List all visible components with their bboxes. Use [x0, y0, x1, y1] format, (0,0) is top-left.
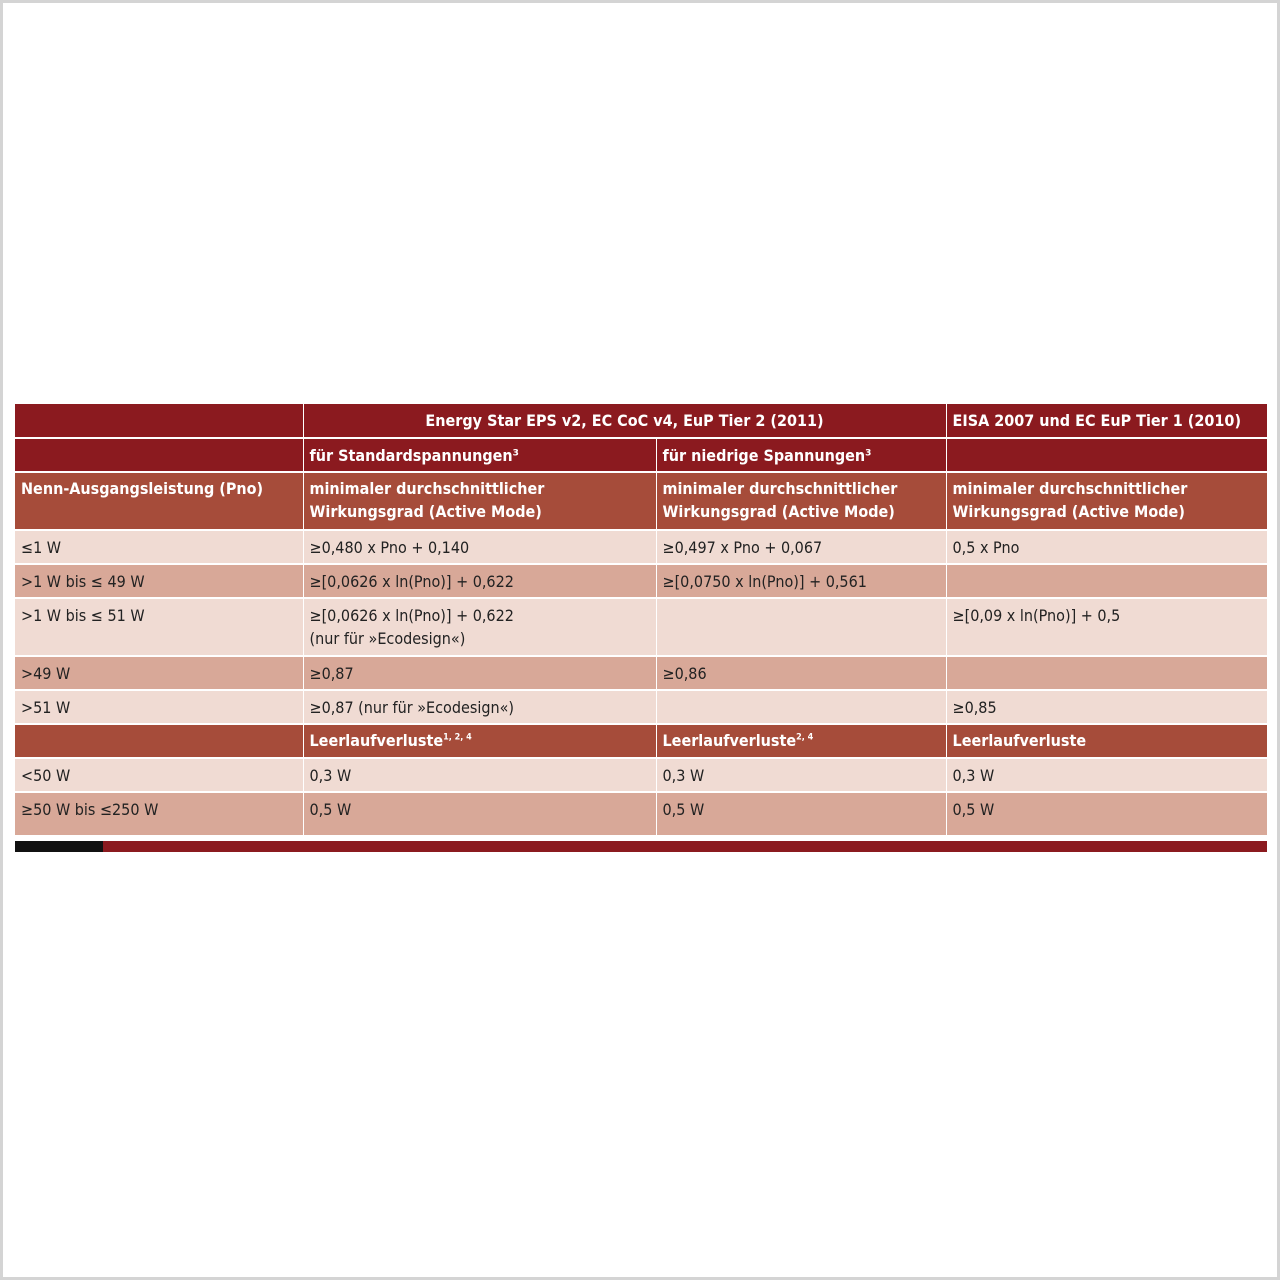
power-cell: <50 W: [15, 758, 303, 792]
standard-cell: 0,5 W: [303, 792, 656, 836]
low-cell: ≥0,86: [656, 656, 946, 690]
header-empty-cell: [15, 404, 303, 438]
idle-header-label: Leerlaufverluste: [662, 731, 797, 750]
header-low-voltage: für niedrige Spannungen³: [656, 438, 946, 472]
header-empty-cell: [15, 438, 303, 472]
low-cell: 0,3 W: [656, 758, 946, 792]
power-cell: ≥50 W bis ≤250 W: [15, 792, 303, 836]
header-row-columns: [15, 472, 1267, 530]
bottom-accent-bar: [15, 841, 1267, 852]
header-line: minimaler durchschnittlicher: [662, 479, 898, 498]
header-line: minimaler durchschnittlicher: [952, 479, 1188, 498]
header-line: Wirkungsgrad (Active Mode): [662, 502, 895, 521]
eisa-cell: [946, 564, 1267, 598]
power-cell: >1 W bis ≤ 49 W: [15, 564, 303, 598]
eisa-cell: 0,5 W: [946, 792, 1267, 836]
header-row-voltage: [15, 438, 1267, 472]
idle-header-label: Leerlaufverluste: [309, 731, 444, 750]
standard-cell: ≥0,87 (nur für »Ecodesign«): [303, 690, 656, 724]
table-row: [15, 530, 1267, 564]
efficiency-table: [15, 404, 1267, 837]
table-row: [15, 792, 1267, 836]
table-row: [15, 598, 1267, 656]
header-empty-cell: [946, 438, 1267, 472]
low-cell: 0,5 W: [656, 792, 946, 836]
idle-header-low: [656, 724, 946, 758]
table-row: [15, 758, 1267, 792]
eisa-cell: ≥[0,09 x ln(Pno)] + 0,5: [946, 598, 1267, 656]
idle-header-standard: [303, 724, 656, 758]
efficiency-table-container: [15, 404, 1267, 837]
power-cell: ≤1 W: [15, 530, 303, 564]
footnote-marker: 2, 4: [796, 732, 814, 743]
header-energy-star-group: Energy Star EPS v2, EC CoC v4, EuP Tier 2 (2011): [303, 404, 946, 438]
header-empty-cell: [15, 724, 303, 758]
table-row: [15, 690, 1267, 724]
header-row-groups: [15, 404, 1267, 438]
standard-cell: [303, 598, 656, 656]
table-row: [15, 564, 1267, 598]
bottom-accent-black-segment: [15, 841, 103, 852]
low-cell: [656, 598, 946, 656]
standard-cell: 0,3 W: [303, 758, 656, 792]
low-cell: ≥0,497 x Pno + 0,067: [656, 530, 946, 564]
header-nenn-ausgangsleistung: Nenn-Ausgangsleistung (Pno): [15, 472, 303, 530]
power-cell: >49 W: [15, 656, 303, 690]
eisa-cell: [946, 656, 1267, 690]
header-eisa-group: EISA 2007 und EC EuP Tier 1 (2010): [946, 404, 1267, 438]
power-cell: >1 W bis ≤ 51 W: [15, 598, 303, 656]
low-cell: [656, 690, 946, 724]
power-cell: >51 W: [15, 690, 303, 724]
header-eisa-efficiency: [946, 472, 1267, 530]
low-cell: ≥[0,0750 x ln(Pno)] + 0,561: [656, 564, 946, 598]
standard-cell: ≥0,87: [303, 656, 656, 690]
cell-line: ≥[0,0626 x ln(Pno)] + 0,622: [309, 606, 514, 625]
header-line: minimaler durchschnittlicher: [309, 479, 545, 498]
idle-loss-header-row: [15, 724, 1267, 758]
idle-header-eisa: Leerlaufverluste: [946, 724, 1267, 758]
header-line: Wirkungsgrad (Active Mode): [952, 502, 1185, 521]
standard-cell: ≥[0,0626 x ln(Pno)] + 0,622: [303, 564, 656, 598]
header-standard-voltage: für Standardspannungen³: [303, 438, 656, 472]
eisa-cell: 0,3 W: [946, 758, 1267, 792]
header-low-efficiency: [656, 472, 946, 530]
standard-cell: ≥0,480 x Pno + 0,140: [303, 530, 656, 564]
table-row: [15, 656, 1267, 690]
cell-line: (nur für »Ecodesign«): [309, 629, 466, 648]
header-standard-efficiency: [303, 472, 656, 530]
header-line: Wirkungsgrad (Active Mode): [309, 502, 542, 521]
eisa-cell: 0,5 x Pno: [946, 530, 1267, 564]
footnote-marker: 1, 2, 4: [443, 732, 472, 743]
eisa-cell: ≥0,85: [946, 690, 1267, 724]
